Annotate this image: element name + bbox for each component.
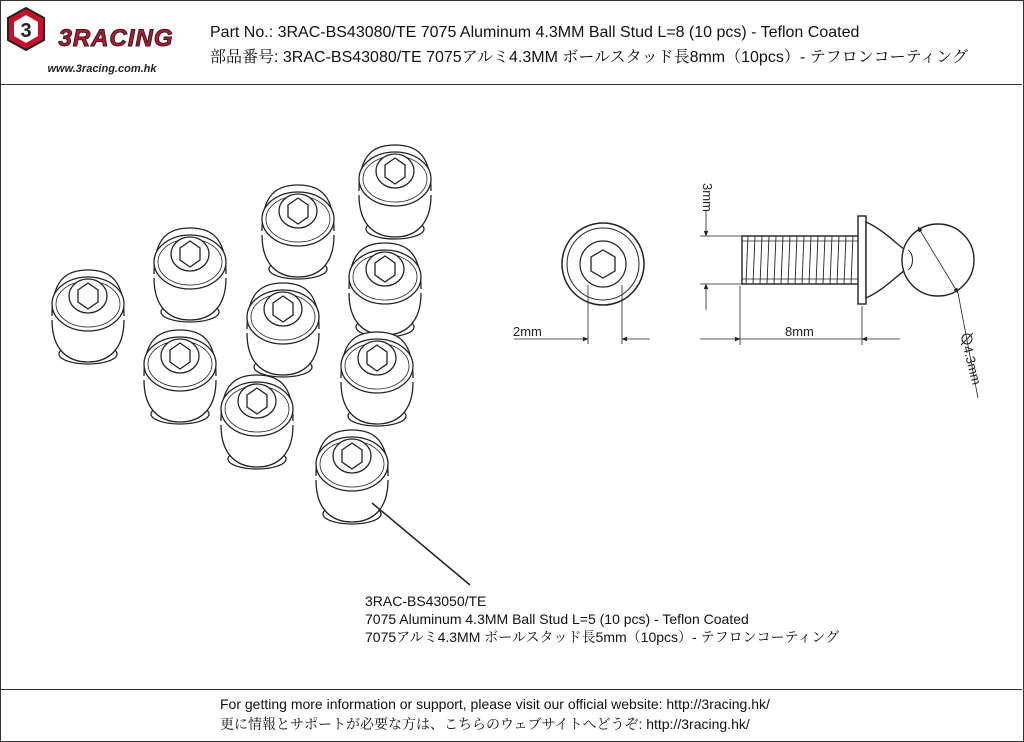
ball-stud — [221, 375, 293, 469]
callout-leader-line — [372, 503, 470, 585]
callout-label — [365, 592, 839, 646]
ball-stud — [247, 283, 319, 377]
ball-stud — [359, 145, 431, 239]
title-english: Part No.: 3RAC-BS43080/TE 7075 Aluminum 4.3MM Ball Stud L=8 (10 pcs) - Teflon Coated — [210, 24, 860, 41]
ball-stud — [144, 330, 216, 424]
ball-stud — [341, 332, 413, 426]
ball-stud-group — [52, 145, 431, 524]
ball-stud — [154, 228, 226, 322]
dimension-4.3mm: 4.3mm — [960, 344, 985, 387]
callout-description-english: 7075 Aluminum 4.3MM Ball Stud L=5 (10 pcs) - Teflon Coated — [365, 611, 749, 627]
logo-emblem-icon — [8, 8, 44, 50]
callout-part-number: 3RAC-BS43050/TE — [365, 593, 487, 609]
side-view — [700, 210, 978, 398]
header — [0, 0, 1022, 85]
footer-support-english[interactable]: For getting more information or support, please visit our official website: http://3racing.hk/ — [220, 696, 770, 712]
dimension-8mm: 8mm — [785, 324, 814, 339]
footer — [0, 689, 1022, 741]
brand-logo[interactable] — [4, 6, 200, 78]
ball-stud — [349, 243, 421, 337]
logo-url: www.3racing.com.hk — [47, 63, 157, 75]
footer-support-japanese[interactable]: 更に情報とサポートが必要な方は、こちらのウェブサイトへどうぞ: http://3racing.hk/ — [220, 716, 750, 732]
ball-stud — [262, 185, 334, 279]
ball-stud-highlighted — [316, 430, 388, 524]
svg-text:3: 3 — [20, 20, 32, 42]
dimension-2mm: 2mm — [513, 324, 542, 339]
title-japanese: 部品番号: 3RAC-BS43080/TE 7075アルミ4.3MM ボールスタッド長8mm（10pcs）- テフロンコーティング — [210, 49, 968, 66]
callout-description-japanese: 7075アルミ4.3MM ボールスタッド長5mm（10pcs）- テフロンコーティング — [365, 629, 840, 645]
logo-wordmark: 3RACING — [58, 25, 174, 52]
dimension-3mm: 3mm — [700, 183, 715, 212]
ball-stud — [52, 270, 124, 364]
